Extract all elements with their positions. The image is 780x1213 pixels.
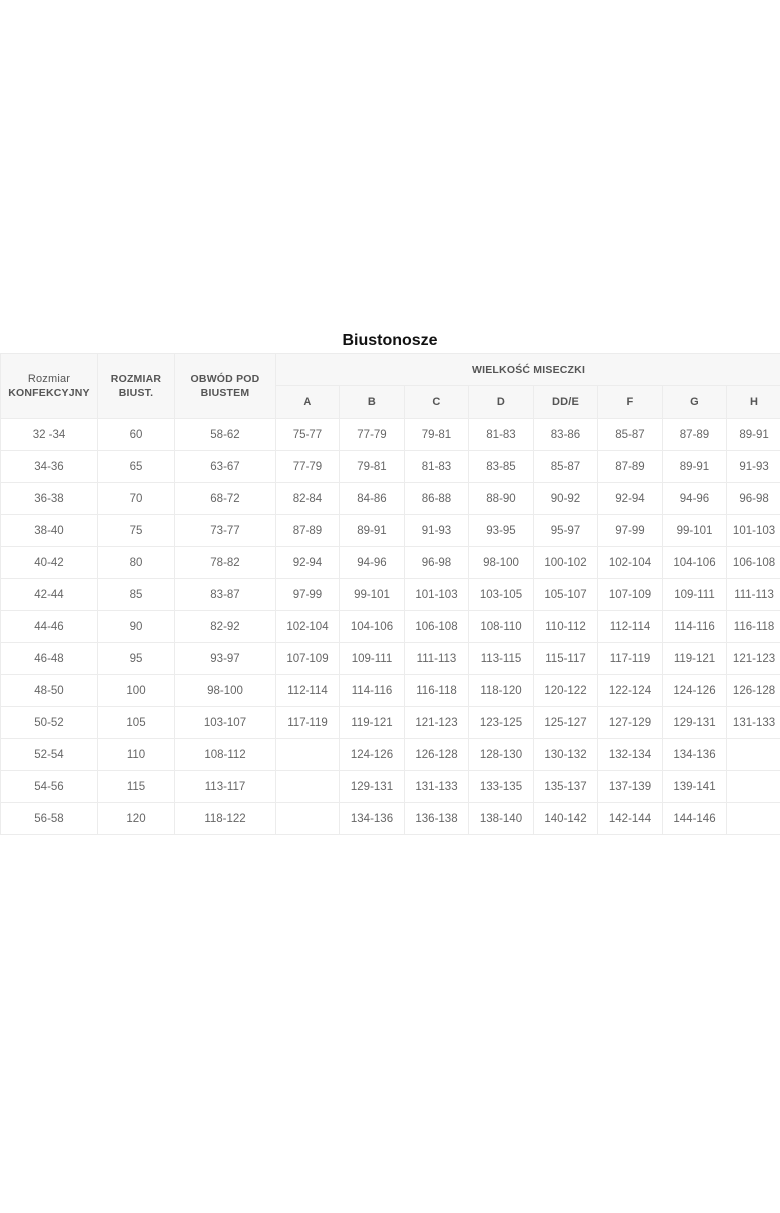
- table-cell: 82-84: [276, 483, 340, 515]
- table-cell: 126-128: [727, 675, 780, 707]
- table-cell: 98-100: [469, 547, 534, 579]
- table-cell: 113-117: [175, 771, 276, 803]
- table-cell: 103-107: [175, 707, 276, 739]
- table-cell: 92-94: [598, 483, 663, 515]
- table-row: [1, 803, 780, 835]
- table-cell: 42-44: [1, 579, 98, 611]
- table-cell: 109-111: [663, 579, 727, 611]
- table-row: [1, 515, 780, 547]
- header-line: Rozmiar: [27, 373, 71, 385]
- table-cell: 126-128: [405, 739, 469, 771]
- cup-header-g: G: [663, 386, 727, 419]
- table-cell: 96-98: [727, 483, 780, 515]
- page-title: Biustonosze: [342, 332, 438, 349]
- table-cell: 101-103: [405, 579, 469, 611]
- table-cell: 54-56: [1, 771, 98, 803]
- table-cell: 87-89: [598, 451, 663, 483]
- table-cell: 136-138: [405, 803, 469, 835]
- table-cell: 124-126: [340, 739, 405, 771]
- table-cell: 114-116: [663, 611, 727, 643]
- table-cell: 80: [98, 547, 175, 579]
- table-cell: 120: [98, 803, 175, 835]
- table-cell: 128-130: [469, 739, 534, 771]
- table-cell: [727, 739, 780, 771]
- table-row: [1, 611, 780, 643]
- table-row: [1, 483, 780, 515]
- table-cell: 85-87: [598, 419, 663, 451]
- table-cell: 101-103: [727, 515, 780, 547]
- table-cell: 137-139: [598, 771, 663, 803]
- table-cell: 104-106: [340, 611, 405, 643]
- table-cell: 114-116: [340, 675, 405, 707]
- table-cell: 83-86: [534, 419, 598, 451]
- table-cell: 129-131: [340, 771, 405, 803]
- table-cell: 38-40: [1, 515, 98, 547]
- table-cell: 127-129: [598, 707, 663, 739]
- table-cell: 87-89: [663, 419, 727, 451]
- table-cell: 84-86: [340, 483, 405, 515]
- table-cell: 79-81: [405, 419, 469, 451]
- table-cell: 105-107: [534, 579, 598, 611]
- table-cell: 94-96: [663, 483, 727, 515]
- table-cell: 103-105: [469, 579, 534, 611]
- header-line: KONFEKCYJNY: [8, 387, 90, 399]
- table-cell: 100: [98, 675, 175, 707]
- table-cell: 32 -34: [1, 419, 98, 451]
- table-cell: 109-111: [340, 643, 405, 675]
- cup-header-h: H: [727, 386, 780, 419]
- table-cell: 124-126: [663, 675, 727, 707]
- table-cell: 115: [98, 771, 175, 803]
- table-cell: 97-99: [598, 515, 663, 547]
- table-cell: 117-119: [598, 643, 663, 675]
- table-cell: 98-100: [175, 675, 276, 707]
- table-cell: 140-142: [534, 803, 598, 835]
- table-cell: 44-46: [1, 611, 98, 643]
- table-cell: 60: [98, 419, 175, 451]
- table-row: [1, 739, 780, 771]
- table-cell: 34-36: [1, 451, 98, 483]
- table-cell: [276, 739, 340, 771]
- table-cell: 118-120: [469, 675, 534, 707]
- table-row: [1, 643, 780, 675]
- table-cell: 123-125: [469, 707, 534, 739]
- table-cell: 125-127: [534, 707, 598, 739]
- cup-header-c: C: [405, 386, 469, 419]
- table-cell: 95: [98, 643, 175, 675]
- table-cell: 89-91: [727, 419, 780, 451]
- table-cell: [727, 771, 780, 803]
- table-cell: 90-92: [534, 483, 598, 515]
- table-cell: 121-123: [405, 707, 469, 739]
- table-cell: 112-114: [598, 611, 663, 643]
- table-cell: 97-99: [276, 579, 340, 611]
- table-cell: 99-101: [663, 515, 727, 547]
- table-cell: 122-124: [598, 675, 663, 707]
- table-cell: [727, 803, 780, 835]
- table-cell: 88-90: [469, 483, 534, 515]
- table-cell: 89-91: [340, 515, 405, 547]
- table-row: [1, 771, 780, 803]
- table-cell: 107-109: [276, 643, 340, 675]
- table-cell: 117-119: [276, 707, 340, 739]
- table-cell: 86-88: [405, 483, 469, 515]
- table-cell: 102-104: [276, 611, 340, 643]
- table-cell: 90: [98, 611, 175, 643]
- table-cell: 94-96: [340, 547, 405, 579]
- table-cell: 110-112: [534, 611, 598, 643]
- table-cell: 134-136: [663, 739, 727, 771]
- table-cell: 116-118: [727, 611, 780, 643]
- cup-header-dd-e: DD/E: [534, 386, 598, 419]
- header-wielkosc-miseczki: WIELKOŚĆ MISECZKI: [276, 354, 780, 386]
- header-line: BIUSTEM: [200, 387, 250, 399]
- table-cell: 85-87: [534, 451, 598, 483]
- table-cell: 108-110: [469, 611, 534, 643]
- table-cell: 83-87: [175, 579, 276, 611]
- table-cell: 138-140: [469, 803, 534, 835]
- table-cell: 73-77: [175, 515, 276, 547]
- table-cell: 40-42: [1, 547, 98, 579]
- table-cell: 130-132: [534, 739, 598, 771]
- table-cell: 135-137: [534, 771, 598, 803]
- table-row: [1, 451, 780, 483]
- table-cell: 121-123: [727, 643, 780, 675]
- table-cell: [276, 771, 340, 803]
- table-cell: 48-50: [1, 675, 98, 707]
- table-cell: 116-118: [405, 675, 469, 707]
- table-cell: 104-106: [663, 547, 727, 579]
- header-line: OBWÓD POD: [190, 373, 260, 385]
- table-row: [1, 419, 780, 451]
- table-cell: 68-72: [175, 483, 276, 515]
- table-cell: 115-117: [534, 643, 598, 675]
- table-header: [1, 354, 780, 419]
- table-cell: 107-109: [598, 579, 663, 611]
- header-line: ROZMIAR: [110, 373, 162, 385]
- size-chart: [0, 353, 780, 835]
- table-cell: 65: [98, 451, 175, 483]
- table-cell: 132-134: [598, 739, 663, 771]
- table-cell: 100-102: [534, 547, 598, 579]
- table-cell: 77-79: [276, 451, 340, 483]
- table-cell: 96-98: [405, 547, 469, 579]
- table-cell: 91-93: [405, 515, 469, 547]
- table-cell: 56-58: [1, 803, 98, 835]
- table-cell: 106-108: [727, 547, 780, 579]
- table-cell: 87-89: [276, 515, 340, 547]
- table-row: [1, 707, 780, 739]
- table-cell: 92-94: [276, 547, 340, 579]
- table-cell: 91-93: [727, 451, 780, 483]
- table-cell: 134-136: [340, 803, 405, 835]
- table-cell: 142-144: [598, 803, 663, 835]
- table-cell: 99-101: [340, 579, 405, 611]
- header-rozmiar-biust: [98, 354, 175, 419]
- table-cell: 89-91: [663, 451, 727, 483]
- table-cell: 93-97: [175, 643, 276, 675]
- table-cell: 93-95: [469, 515, 534, 547]
- table-cell: 119-121: [340, 707, 405, 739]
- table-cell: 82-92: [175, 611, 276, 643]
- table-cell: 58-62: [175, 419, 276, 451]
- table-cell: 139-141: [663, 771, 727, 803]
- table-cell: 111-113: [727, 579, 780, 611]
- table-cell: 52-54: [1, 739, 98, 771]
- cup-header-a: A: [276, 386, 340, 419]
- size-table: [0, 353, 780, 835]
- table-cell: 50-52: [1, 707, 98, 739]
- table-cell: 63-67: [175, 451, 276, 483]
- header-obwod-pod-biustem: [175, 354, 276, 419]
- table-cell: 77-79: [340, 419, 405, 451]
- table-cell: 85: [98, 579, 175, 611]
- table-cell: 75: [98, 515, 175, 547]
- table-cell: 113-115: [469, 643, 534, 675]
- table-cell: 46-48: [1, 643, 98, 675]
- table-cell: 102-104: [598, 547, 663, 579]
- table-cell: 120-122: [534, 675, 598, 707]
- cup-header-b: B: [340, 386, 405, 419]
- table-row: [1, 675, 780, 707]
- table-cell: 118-122: [175, 803, 276, 835]
- table-cell: 131-133: [727, 707, 780, 739]
- table-cell: 111-113: [405, 643, 469, 675]
- table-row: [1, 547, 780, 579]
- cup-header-d: D: [469, 386, 534, 419]
- table-cell: 106-108: [405, 611, 469, 643]
- header-line: BIUST.: [118, 387, 154, 399]
- table-cell: 75-77: [276, 419, 340, 451]
- table-row: [1, 579, 780, 611]
- table-cell: 110: [98, 739, 175, 771]
- table-cell: 36-38: [1, 483, 98, 515]
- table-cell: 144-146: [663, 803, 727, 835]
- table-cell: 131-133: [405, 771, 469, 803]
- table-cell: 129-131: [663, 707, 727, 739]
- table-body: [1, 419, 780, 835]
- table-cell: 112-114: [276, 675, 340, 707]
- table-cell: 83-85: [469, 451, 534, 483]
- table-cell: 81-83: [405, 451, 469, 483]
- table-cell: 78-82: [175, 547, 276, 579]
- table-cell: 133-135: [469, 771, 534, 803]
- cup-header-f: F: [598, 386, 663, 419]
- table-cell: 79-81: [340, 451, 405, 483]
- header-rozmiar-konfekcyjny: [1, 354, 98, 419]
- table-cell: 95-97: [534, 515, 598, 547]
- table-cell: 70: [98, 483, 175, 515]
- table-cell: 105: [98, 707, 175, 739]
- table-cell: 108-112: [175, 739, 276, 771]
- table-cell: [276, 803, 340, 835]
- table-cell: 81-83: [469, 419, 534, 451]
- table-cell: 119-121: [663, 643, 727, 675]
